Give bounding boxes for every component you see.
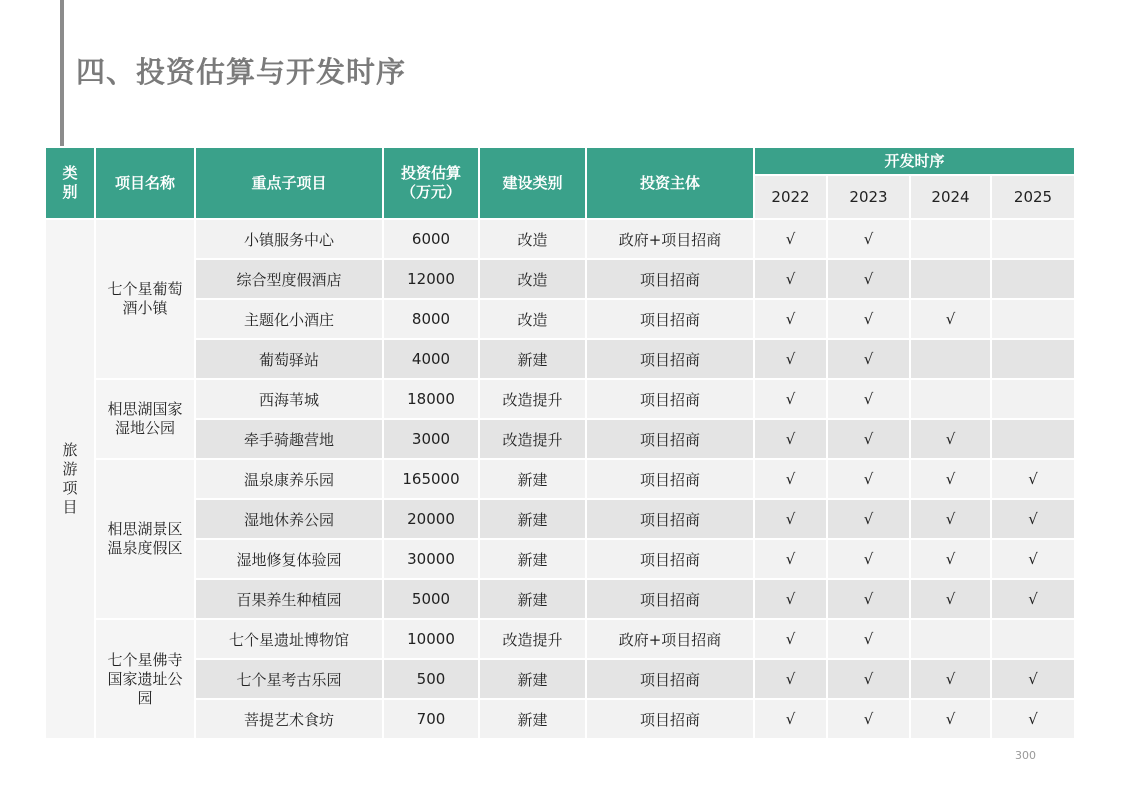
build-type-cell: 改造 (479, 219, 586, 259)
year-2024-cell: √ (910, 459, 991, 499)
year-2025-cell (991, 219, 1075, 259)
year-2023-cell: √ (827, 459, 910, 499)
year-2022-cell: √ (754, 219, 827, 259)
build-type-cell: 改造提升 (479, 379, 586, 419)
project-group-cell: 七个星佛寺国家遗址公园 (95, 619, 195, 739)
year-2023-cell: √ (827, 259, 910, 299)
investment-cell: 20000 (383, 499, 479, 539)
header-sub-project: 重点子项目 (195, 147, 383, 219)
year-2025-cell (991, 419, 1075, 459)
year-2022-cell: √ (754, 379, 827, 419)
investor-cell: 项目招商 (586, 379, 754, 419)
year-2024-cell: √ (910, 699, 991, 739)
year-2024-cell: √ (910, 299, 991, 339)
build-type-cell: 新建 (479, 579, 586, 619)
investor-cell: 项目招商 (586, 339, 754, 379)
year-2024-cell: √ (910, 539, 991, 579)
header-investor: 投资主体 (586, 147, 754, 219)
category-cell: 旅游项目 (45, 219, 95, 739)
investor-cell: 项目招商 (586, 459, 754, 499)
year-2024-cell (910, 379, 991, 419)
investor-cell: 项目招商 (586, 699, 754, 739)
build-type-cell: 改造 (479, 299, 586, 339)
year-2022-cell: √ (754, 259, 827, 299)
year-2022-cell: √ (754, 499, 827, 539)
table-row (45, 659, 1075, 699)
investment-cell: 3000 (383, 419, 479, 459)
year-2023-cell: √ (827, 379, 910, 419)
year-2022-cell: √ (754, 299, 827, 339)
build-type-cell: 改造提升 (479, 619, 586, 659)
table-row (45, 339, 1075, 379)
table-row (45, 699, 1075, 739)
header-build-type: 建设类别 (479, 147, 586, 219)
build-type-cell: 新建 (479, 539, 586, 579)
investment-cell: 5000 (383, 579, 479, 619)
header-category: 类别 (45, 147, 95, 219)
year-2023-cell: √ (827, 539, 910, 579)
table-row (45, 219, 1075, 259)
table-row (45, 539, 1075, 579)
year-2023-cell: √ (827, 299, 910, 339)
year-2022-cell: √ (754, 659, 827, 699)
project-group-cell: 相思湖国家湿地公园 (95, 379, 195, 459)
investor-cell: 项目招商 (586, 419, 754, 459)
sub-project-cell: 西海苇城 (195, 379, 383, 419)
sub-project-cell: 湿地修复体验园 (195, 539, 383, 579)
build-type-cell: 改造提升 (479, 419, 586, 459)
year-2023-cell: √ (827, 419, 910, 459)
year-2024-cell: √ (910, 659, 991, 699)
build-type-cell: 新建 (479, 659, 586, 699)
year-2025-cell: √ (991, 699, 1075, 739)
investor-cell: 项目招商 (586, 539, 754, 579)
sub-project-cell: 小镇服务中心 (195, 219, 383, 259)
year-2022-cell: √ (754, 539, 827, 579)
year-2024-cell (910, 339, 991, 379)
year-2022-cell: √ (754, 699, 827, 739)
investor-cell: 项目招商 (586, 299, 754, 339)
project-group-cell: 相思湖景区温泉度假区 (95, 459, 195, 619)
investment-cell: 10000 (383, 619, 479, 659)
build-type-cell: 新建 (479, 699, 586, 739)
sub-project-cell: 牵手骑趣营地 (195, 419, 383, 459)
year-2025-cell: √ (991, 459, 1075, 499)
table-row (45, 499, 1075, 539)
investment-cell: 12000 (383, 259, 479, 299)
year-2025-cell (991, 619, 1075, 659)
header-project-name: 项目名称 (95, 147, 195, 219)
project-group-cell: 七个星葡萄酒小镇 (95, 219, 195, 379)
year-2025-cell (991, 339, 1075, 379)
year-2025-cell (991, 259, 1075, 299)
year-2023-cell: √ (827, 339, 910, 379)
build-type-cell: 改造 (479, 259, 586, 299)
header-year-2024: 2024 (910, 175, 991, 219)
sub-project-cell: 主题化小酒庄 (195, 299, 383, 339)
year-2023-cell: √ (827, 699, 910, 739)
table-row (45, 299, 1075, 339)
investor-cell: 政府+项目招商 (586, 219, 754, 259)
table-row (45, 619, 1075, 659)
investor-cell: 项目招商 (586, 659, 754, 699)
sub-project-cell: 菩提艺术食坊 (195, 699, 383, 739)
investment-cell: 18000 (383, 379, 479, 419)
year-2025-cell: √ (991, 579, 1075, 619)
sub-project-cell: 七个星考古乐园 (195, 659, 383, 699)
header-year-2023: 2023 (827, 175, 910, 219)
year-2024-cell: √ (910, 499, 991, 539)
sub-project-cell: 七个星遗址博物馆 (195, 619, 383, 659)
year-2025-cell: √ (991, 499, 1075, 539)
year-2022-cell: √ (754, 339, 827, 379)
investment-schedule-table (44, 146, 1076, 740)
year-2023-cell: √ (827, 499, 910, 539)
sub-project-cell: 温泉康养乐园 (195, 459, 383, 499)
header-year-2025: 2025 (991, 175, 1075, 219)
build-type-cell: 新建 (479, 339, 586, 379)
investor-cell: 项目招商 (586, 499, 754, 539)
year-2024-cell (910, 219, 991, 259)
year-2024-cell: √ (910, 579, 991, 619)
title-accent-bar (60, 0, 64, 146)
investment-cell: 30000 (383, 539, 479, 579)
header-schedule: 开发时序 (754, 147, 1075, 175)
investment-cell: 8000 (383, 299, 479, 339)
sub-project-cell: 葡萄驿站 (195, 339, 383, 379)
investment-cell: 700 (383, 699, 479, 739)
year-2025-cell: √ (991, 539, 1075, 579)
header-investment: 投资估算（万元） (383, 147, 479, 219)
year-2022-cell: √ (754, 459, 827, 499)
page-number: 300 (1015, 749, 1036, 762)
year-2025-cell: √ (991, 659, 1075, 699)
year-2023-cell: √ (827, 619, 910, 659)
year-2023-cell: √ (827, 659, 910, 699)
sub-project-cell: 湿地休养公园 (195, 499, 383, 539)
investment-cell: 165000 (383, 459, 479, 499)
table-row (45, 259, 1075, 299)
investor-cell: 项目招商 (586, 259, 754, 299)
page-title: 四、投资估算与开发时序 (76, 55, 407, 89)
investor-cell: 政府+项目招商 (586, 619, 754, 659)
header-year-2022: 2022 (754, 175, 827, 219)
build-type-cell: 新建 (479, 499, 586, 539)
investor-cell: 项目招商 (586, 579, 754, 619)
build-type-cell: 新建 (479, 459, 586, 499)
sub-project-cell: 百果养生种植园 (195, 579, 383, 619)
year-2024-cell (910, 619, 991, 659)
table-row (45, 379, 1075, 419)
investment-cell: 4000 (383, 339, 479, 379)
year-2023-cell: √ (827, 579, 910, 619)
investment-cell: 6000 (383, 219, 479, 259)
table-row (45, 579, 1075, 619)
investment-cell: 500 (383, 659, 479, 699)
year-2022-cell: √ (754, 619, 827, 659)
table-row (45, 419, 1075, 459)
year-2023-cell: √ (827, 219, 910, 259)
year-2022-cell: √ (754, 419, 827, 459)
sub-project-cell: 综合型度假酒店 (195, 259, 383, 299)
year-2025-cell (991, 379, 1075, 419)
year-2025-cell (991, 299, 1075, 339)
year-2022-cell: √ (754, 579, 827, 619)
table-row (45, 459, 1075, 499)
year-2024-cell: √ (910, 419, 991, 459)
year-2024-cell (910, 259, 991, 299)
